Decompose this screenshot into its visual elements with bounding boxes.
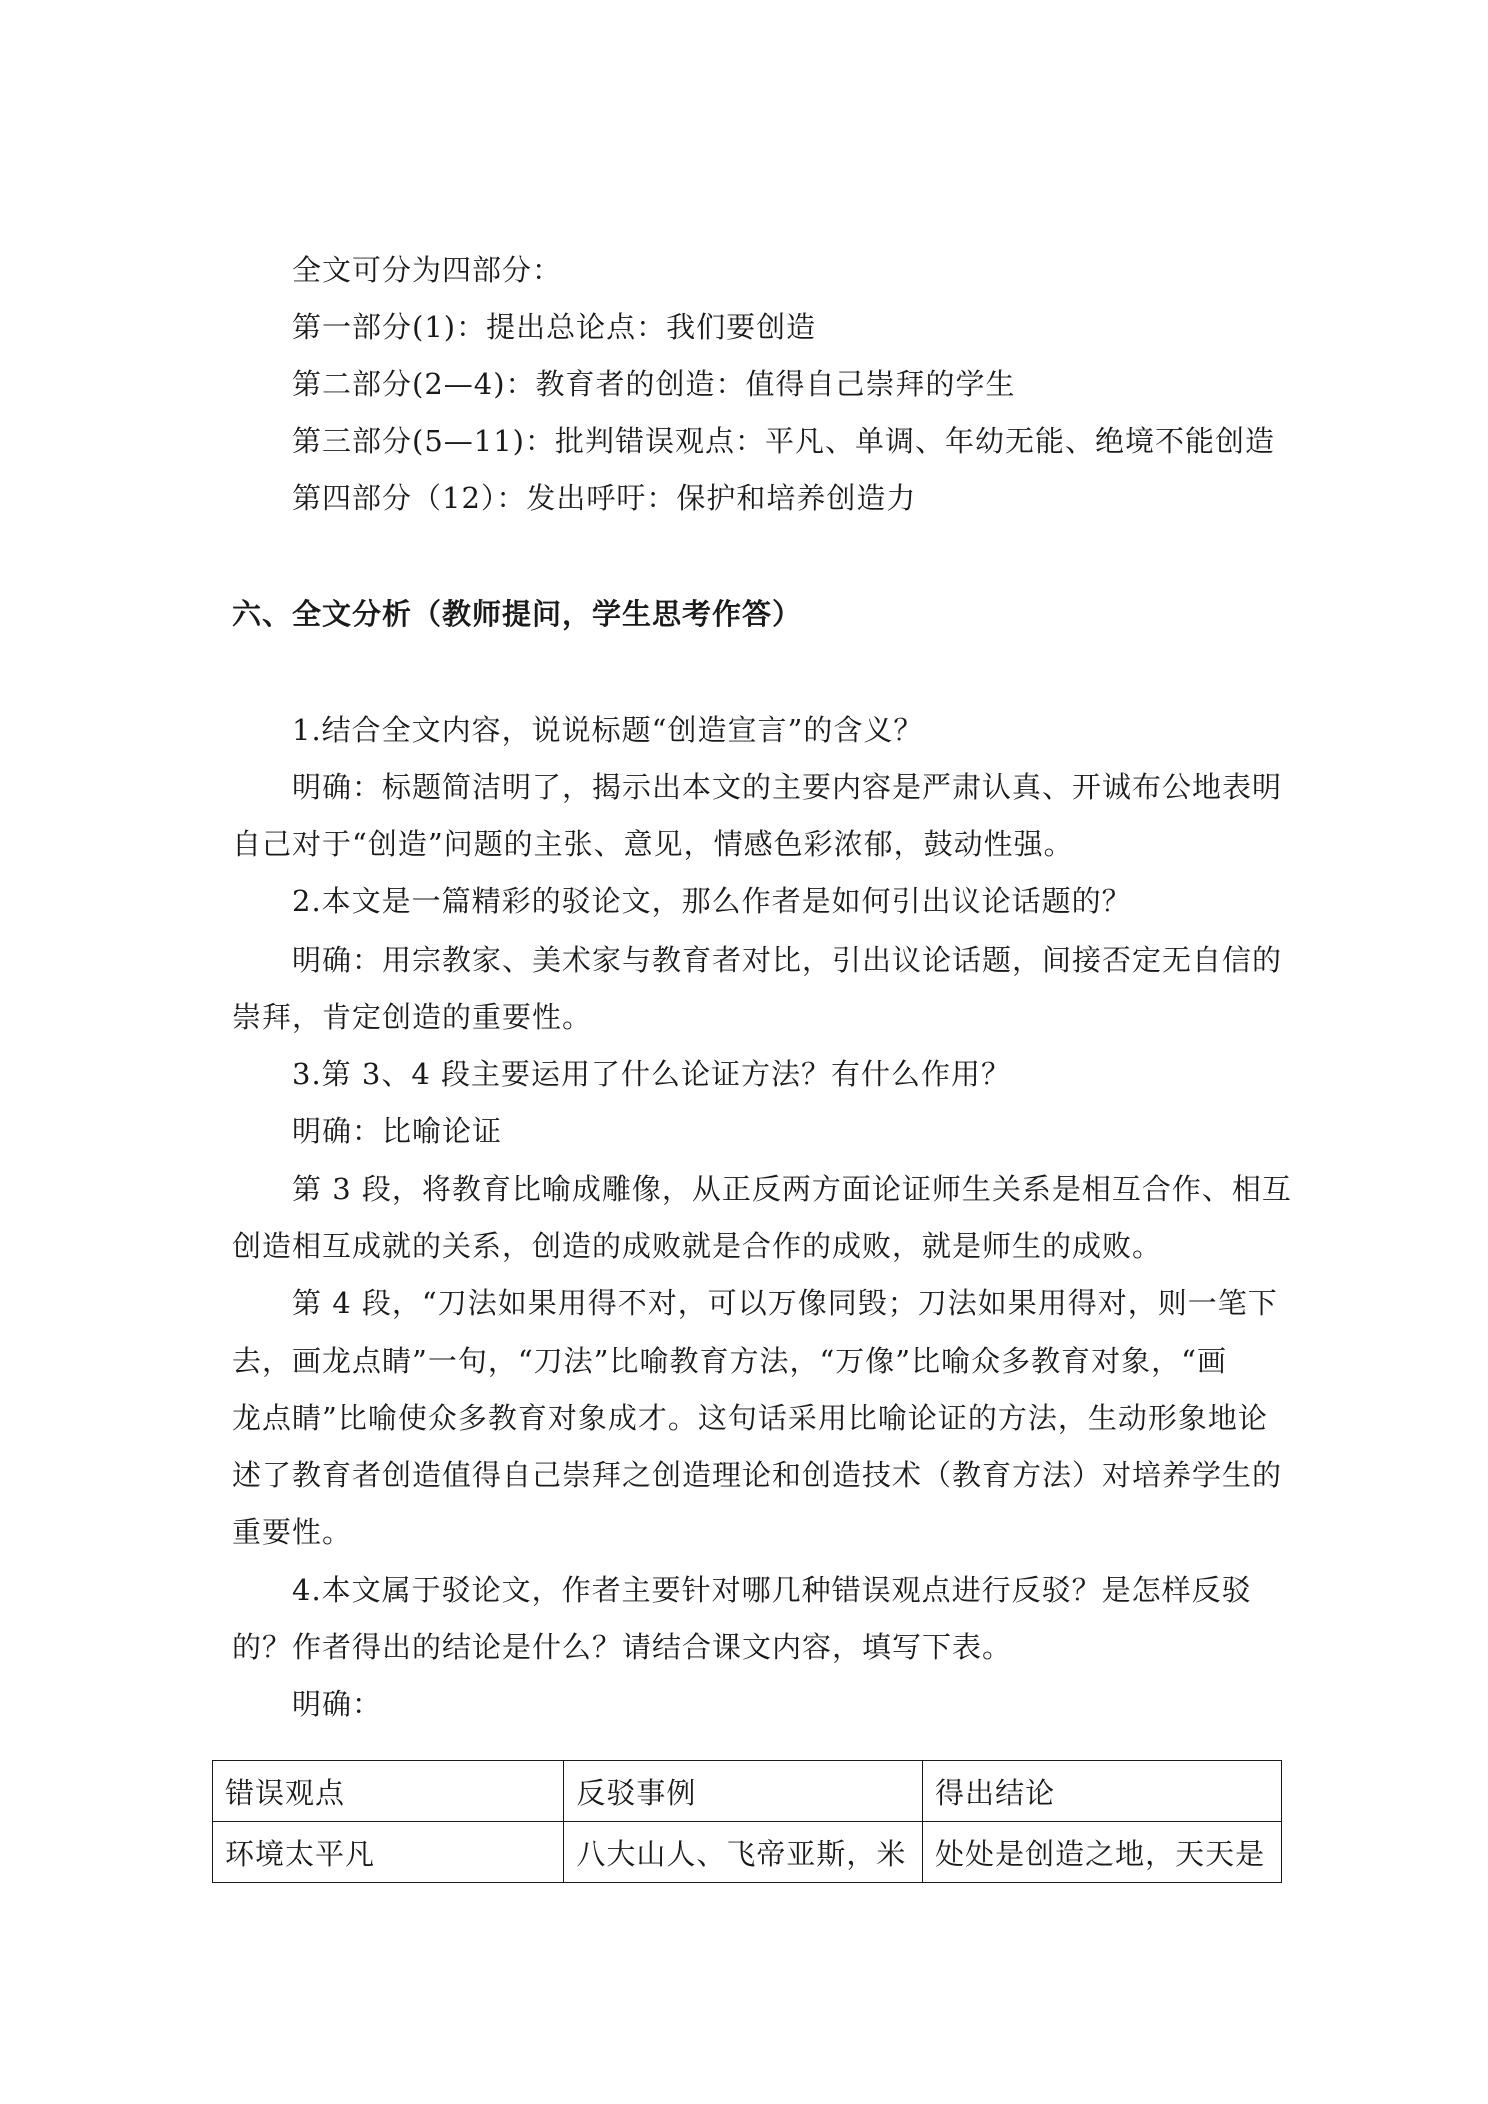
structure-part-1: 第一部分(1)：提出总论点：我们要创造 [292,310,817,344]
question-3: 3.第 3、4 段主要运用了什么论证方法？有什么作用？ [292,1057,1012,1091]
table-cell: 处处是创造之地，天天是 [923,1822,1282,1883]
answer-3-line-1: 明确：比喻论证 [292,1114,503,1148]
para-4-line-1: 第 4 段，“刀法如果用得不对，可以万像同毁；刀法如果用得对，则一笔下 [292,1286,1278,1320]
structure-part-3: 第三部分(5—11)：批判错误观点：平凡、单调、年幼无能、绝境不能创造 [292,424,1275,458]
section-heading: 六、全文分析（教师提问，学生思考作答） [232,597,803,631]
answer-1-line-1: 明确：标题简洁明了，揭示出本文的主要内容是严肃认真、开诚布公地表明 [292,770,1283,804]
table-cell: 环境太平凡 [213,1822,564,1883]
para-4-line-4: 述了教育者创造值得自己崇拜之创造理论和创造技术（教育方法）对培养学生的 [232,1458,1283,1492]
structure-part-2: 第二部分(2—4)：教育者的创造：值得自己崇拜的学生 [292,367,1016,401]
table-header-cell: 得出结论 [923,1761,1282,1822]
question-2: 2.本文是一篇精彩的驳论文，那么作者是如何引出议论话题的？ [292,884,1132,918]
table-header-cell: 错误观点 [213,1761,564,1822]
answer-1-line-2: 自己对于“创造”问题的主张、意见，情感色彩浓郁，鼓动性强。 [232,827,1074,861]
answer-2-line-2: 崇拜，肯定创造的重要性。 [232,1000,593,1034]
table-cell: 八大山人、飞帝亚斯，米 [564,1822,923,1883]
answer-4-label: 明确： [292,1687,383,1721]
refutation-table [212,1760,1282,1883]
question-1: 1.结合全文内容，说说标题“创造宣言”的含义？ [292,713,924,747]
table-row [213,1822,1282,1883]
para-4-line-2: 去，画龙点睛”一句，“刀法”比喻教育方法，“万像”比喻众多教育对象，“画 [232,1344,1227,1378]
para-3-line-1: 第 3 段，将教育比喻成雕像，从正反两方面论证师生关系是相互合作、相互 [292,1172,1292,1206]
para-4-line-3: 龙点睛”比喻使众多教育对象成才。这句话采用比喻论证的方法，生动形象地论 [232,1401,1268,1435]
para-4-line-5: 重要性。 [232,1515,353,1549]
question-4-line-2: 的？作者得出的结论是什么？请结合课文内容，填写下表。 [232,1630,1013,1664]
structure-intro: 全文可分为四部分： [292,253,563,287]
table-header-cell: 反驳事例 [564,1761,923,1822]
para-3-line-2: 创造相互成就的关系，创造的成败就是合作的成败，就是师生的成败。 [232,1229,1163,1263]
answer-2-line-1: 明确：用宗教家、美术家与教育者对比，引出议论话题，间接否定无自信的 [292,943,1283,977]
structure-part-4: 第四部分（12）：发出呼吁：保护和培养创造力 [292,481,917,515]
table-header-row [213,1761,1282,1822]
question-4-line-1: 4.本文属于驳论文，作者主要针对哪几种错误观点进行反驳？是怎样反驳 [292,1573,1252,1607]
